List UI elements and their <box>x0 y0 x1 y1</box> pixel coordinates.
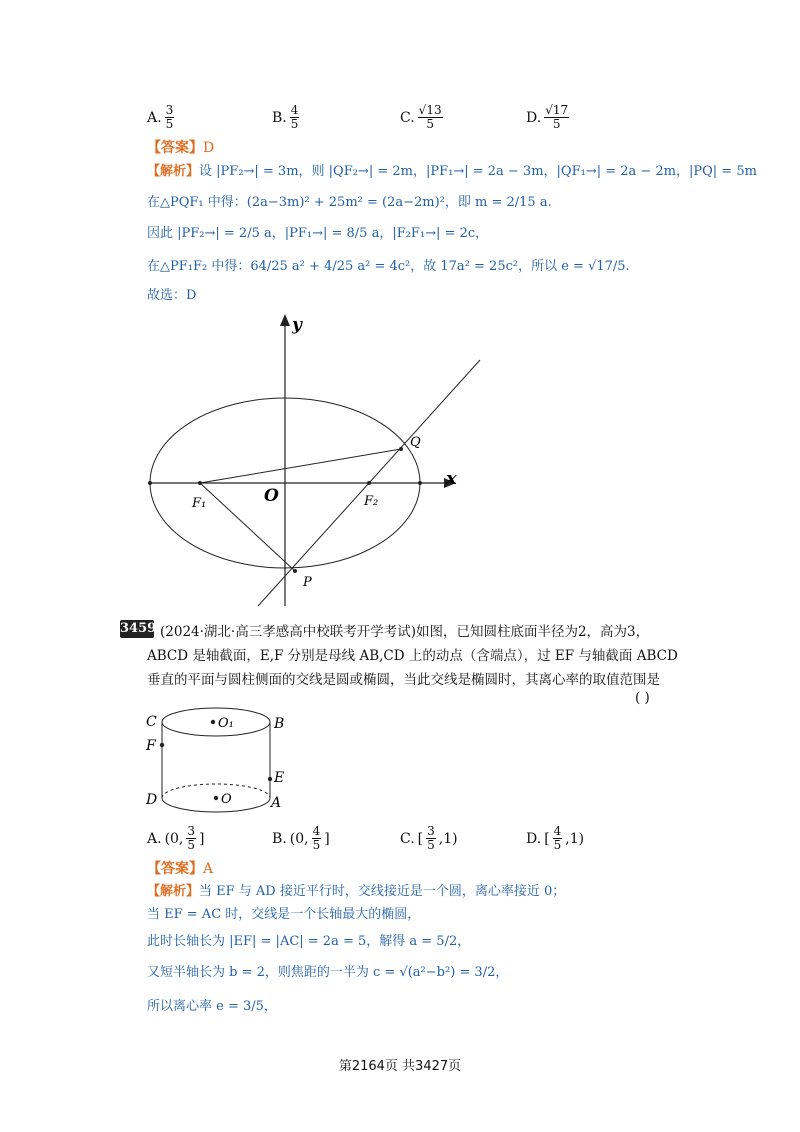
point-e <box>268 777 272 781</box>
q2-answer <box>147 858 213 878</box>
y-axis-arrow <box>280 314 290 326</box>
option-letter: C. <box>400 109 415 126</box>
q1-option-c <box>400 104 443 131</box>
analysis-tag: 【解析】 <box>147 164 200 179</box>
cylinder-top <box>162 708 270 736</box>
label-e: E <box>274 770 285 786</box>
denominator: 5 <box>165 117 174 131</box>
option-letter: B. <box>272 830 287 847</box>
page-footer: 第2164页 共3427页 <box>338 1059 462 1074</box>
label-f2: F₂ <box>364 494 379 509</box>
point-f1 <box>198 481 202 485</box>
label-x: x <box>446 468 457 489</box>
numerator: 3 <box>427 824 435 838</box>
label-a: A <box>271 795 282 811</box>
numerator: √17 <box>545 103 569 117</box>
label-o: O <box>221 792 232 807</box>
answer-value: D <box>203 140 215 156</box>
denominator: 5 <box>553 838 562 852</box>
answer-tag: 【答案】 <box>147 140 203 156</box>
q1-option-b <box>272 104 299 131</box>
point-p <box>293 569 297 573</box>
fraction <box>165 104 175 131</box>
interval-open: (0, <box>289 830 309 847</box>
answer-tag: 【答案】 <box>147 861 203 877</box>
fraction <box>553 825 563 852</box>
point-f <box>160 743 164 747</box>
ellipse-figure <box>140 310 500 610</box>
fraction <box>544 104 569 131</box>
q2-analysis-line-3: 此时长轴长为 |EF| = |AC| = 2a = 5，解得 a = 5/2， <box>147 934 471 949</box>
option-letter: D. <box>526 830 542 847</box>
option-letter: A. <box>147 830 162 847</box>
q1-option-d <box>526 104 569 131</box>
q1-analysis-line-2: 在△PQF₁ 中得：(2a−3m)² + 25m² = (2a−2m)²，即 m = 2/15 a. <box>147 195 552 210</box>
interval-open: [ <box>544 830 550 847</box>
q2-stem-line-2: ABCD 是轴截面，E,F 分别是母线 AB,CD 上的动点（含端点），过 EF 与轴截面 ABCD <box>147 648 678 664</box>
q1-answer <box>147 137 214 157</box>
q2-analysis-line-1 <box>147 880 565 899</box>
question-number: 3459 <box>120 621 157 636</box>
label-f: F <box>146 738 156 754</box>
denominator: 5 <box>426 117 434 131</box>
numerator: 4 <box>312 824 321 838</box>
q2-analysis-line-2: 当 EF = AC 时，交线是一个长轴最大的椭圆， <box>147 907 421 922</box>
label-b: B <box>274 716 285 732</box>
interval-close: ,1) <box>438 830 458 847</box>
label-d: D <box>146 792 158 808</box>
segment-f1p <box>200 483 295 571</box>
q2-option-a <box>147 825 205 852</box>
q2-stem-line-1: (2024·湖北·高三孝感高中校联考开学考试)如图，已知圆柱底面半径为2，高为3， <box>160 624 650 640</box>
label-c: C <box>146 714 157 730</box>
interval-close: ] <box>324 830 330 847</box>
denominator: 5 <box>187 838 196 852</box>
q1-analysis-line-5: 故选：D <box>147 288 197 303</box>
q2-analysis-line-4: 又短半轴长为 b = 2，则焦距的一半为 c = √(a²−b²) = 3/2， <box>147 965 509 980</box>
q1-option-a <box>147 104 174 131</box>
fraction <box>418 104 443 131</box>
interval-close: ,1) <box>565 830 585 847</box>
segment-f1q <box>200 449 401 483</box>
numerator: 4 <box>290 103 299 117</box>
label-q: Q <box>410 435 421 450</box>
answer-value: A <box>203 861 214 877</box>
q2-option-d <box>526 825 584 852</box>
interval-open: (0, <box>164 830 184 847</box>
q2-stem-line-3: 垂直的平面与圆柱侧面的交线是圆或椭圆，当此交线是椭圆时，其离心率的取值范围是 <box>147 672 660 688</box>
numerator: 3 <box>187 824 196 838</box>
q2-option-c <box>400 825 458 852</box>
denominator: 5 <box>312 838 321 852</box>
interval-close: ] <box>199 830 205 847</box>
numerator: √13 <box>418 103 442 117</box>
option-letter: B. <box>272 109 287 126</box>
label-o: O <box>264 486 279 506</box>
q2-analysis-line-5: 所以离心率 e = 3/5， <box>147 999 277 1014</box>
option-letter: D. <box>526 109 542 126</box>
label-p: P <box>303 575 312 590</box>
q1-analysis-line-1 <box>147 160 757 179</box>
q2-option-b <box>272 825 330 852</box>
denominator: 5 <box>552 117 561 131</box>
point-o1 <box>211 720 215 724</box>
label-o1: O₁ <box>218 716 234 731</box>
vertex-left <box>148 481 152 485</box>
numerator: 3 <box>165 103 174 117</box>
fraction <box>312 825 322 852</box>
cylinder-figure <box>140 700 300 820</box>
point-o <box>214 796 218 800</box>
interval-open: [ <box>417 830 424 847</box>
analysis-text: 当 EF 与 AD 接近平行时，交线接近是一个圆，离心率接近 0； <box>199 884 566 899</box>
denominator: 5 <box>427 838 435 852</box>
q1-analysis-line-4: 在△PF₁F₂ 中得：64/25 a² + 4/25 a² = 4c²，故 17a² = 25c²，所以 e = √17/5. <box>147 259 630 274</box>
fraction <box>186 825 196 852</box>
denominator: 5 <box>290 117 299 131</box>
q1-analysis-line-3: 因此 |PF₂→| = 2/5 a，|PF₁→| = 8/5 a，|F₂F₁→| = 2c， <box>147 226 489 241</box>
analysis-tag: 【解析】 <box>147 884 200 899</box>
point-q <box>399 447 403 451</box>
option-letter: A. <box>147 109 162 126</box>
vertex-right <box>418 481 422 485</box>
analysis-text: 设 |PF₂→| = 3m，则 |QF₂→| = 2m，|PF₁→| = 2a − 3m，|QF₁→| = 2a − 2m，|PQ| = 5m <box>199 164 757 179</box>
option-letter: C. <box>400 830 415 847</box>
numerator: 4 <box>553 824 562 838</box>
point-f2 <box>367 481 371 485</box>
fraction <box>290 104 300 131</box>
fraction <box>426 825 436 852</box>
label-f1: F₁ <box>192 496 207 511</box>
answer-paren: ( ) <box>635 690 650 706</box>
label-y: y <box>292 315 302 335</box>
